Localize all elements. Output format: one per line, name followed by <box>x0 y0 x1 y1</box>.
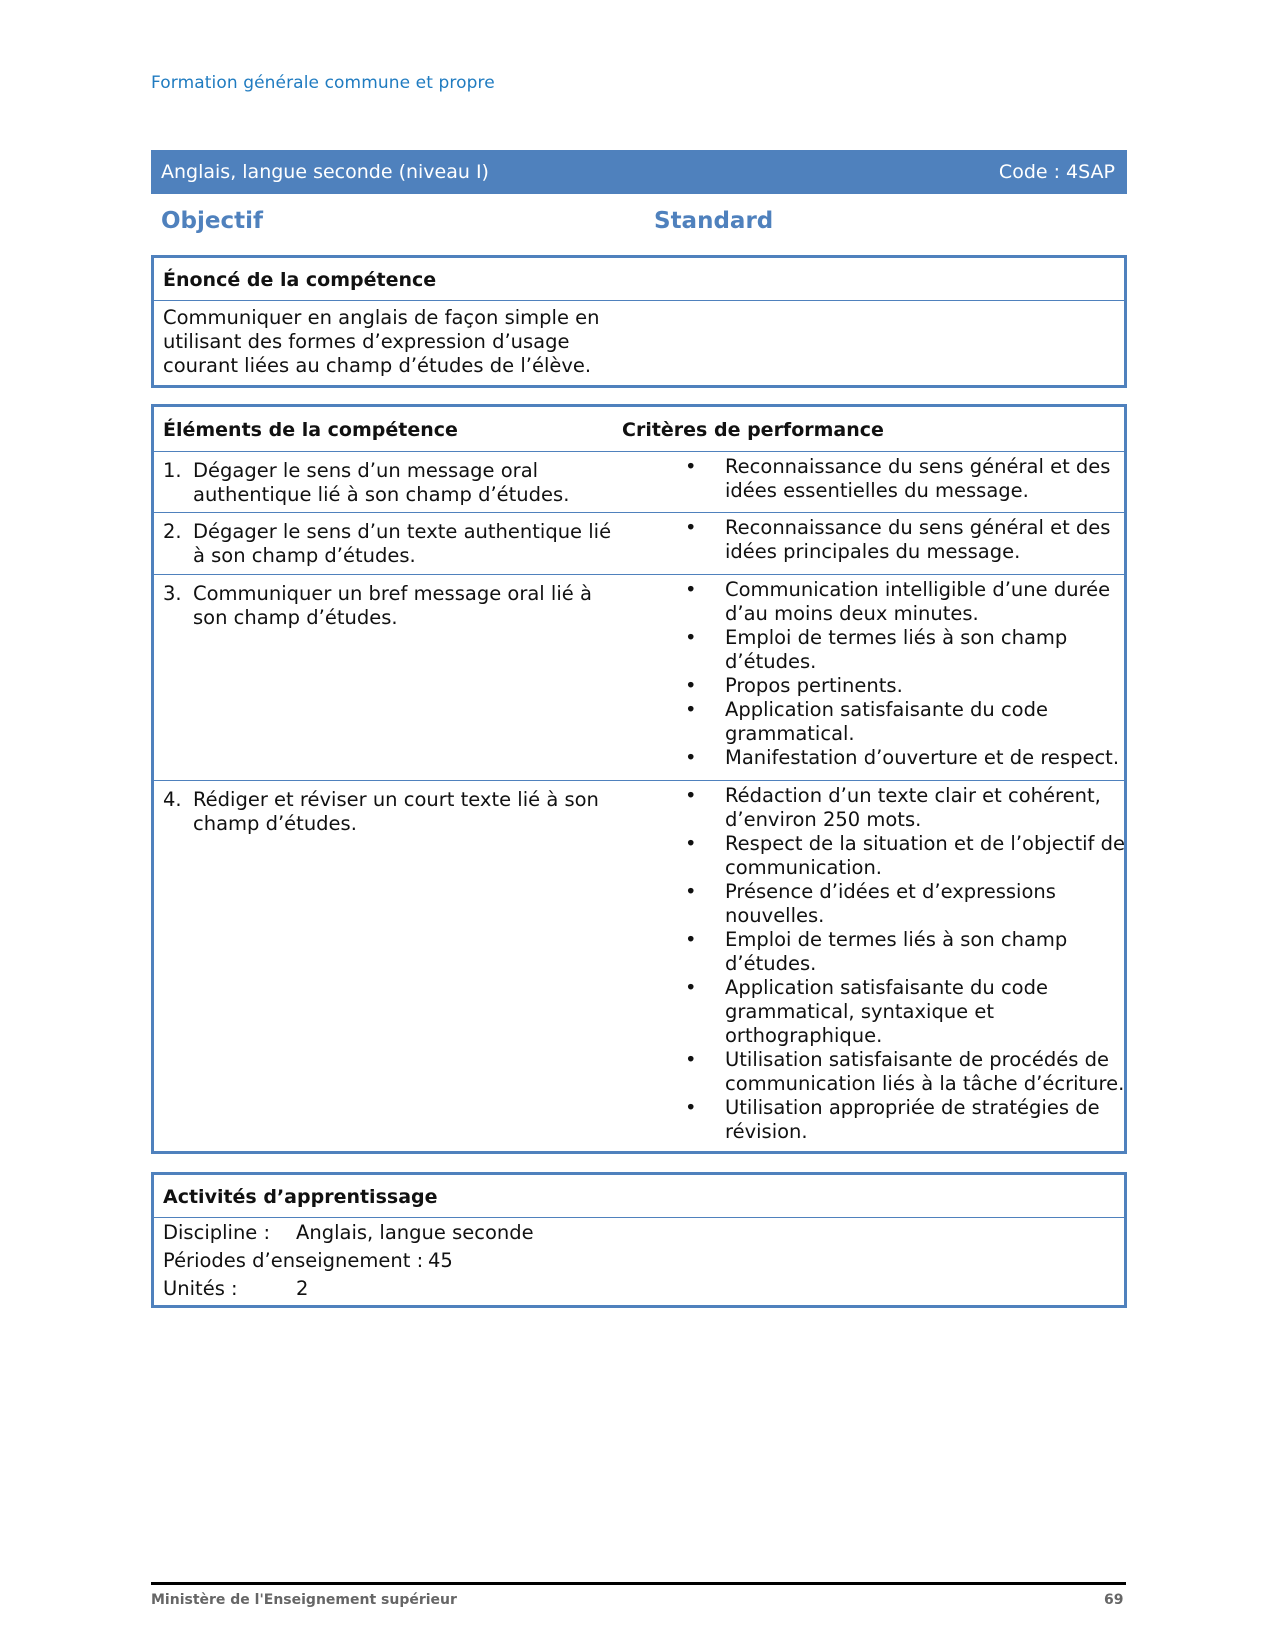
criterion-item: • Communication intelligible d’une durée d’au moins deux minutes. <box>685 578 1111 625</box>
criterion-item: • Présence d’idées et d’expressions nouvelles. <box>685 880 1056 927</box>
elements-criteres-table <box>151 404 1127 1154</box>
element-text: Dégager le sens d’un message oral authentique lié à son champ d’études. <box>193 459 570 506</box>
bullet-icon: • <box>685 516 697 539</box>
footer-publisher: Ministère de l'Enseignement supérieur <box>151 1592 457 1608</box>
criterion-item: • Utilisation appropriée de stratégies de révision. <box>685 1096 1100 1143</box>
criterion-item: • Emploi de termes liés à son champ d’études. <box>685 626 1068 673</box>
bullet-icon: • <box>685 784 697 807</box>
element-text: Dégager le sens d’un texte authentique lié à son champ d’études. <box>193 520 612 567</box>
bullet-icon: • <box>685 880 697 903</box>
criterion-item: • Propos pertinents. <box>685 674 903 697</box>
criterion-item: • Manifestation d’ouverture et de respect. <box>685 746 1120 769</box>
criterion-item: • Application satisfaisante du code grammatical. <box>685 698 1048 745</box>
bullet-icon: • <box>685 976 697 999</box>
bullet-icon: • <box>685 626 697 649</box>
standard-heading: Standard <box>654 208 774 234</box>
activites-box <box>151 1172 1127 1308</box>
criterion-item: • Application satisfaisante du code grammatical, syntaxique et orthographique. <box>685 976 1048 1047</box>
table-header <box>154 407 1124 452</box>
enonce-box <box>151 255 1127 388</box>
element-number: 3. <box>163 582 182 605</box>
table-row <box>154 452 1124 513</box>
enonce-header: Énoncé de la compétence <box>154 258 1124 301</box>
bullet-icon: • <box>685 455 697 478</box>
section-headings <box>161 208 1121 238</box>
criterion-item: • Rédaction d’un texte clair et cohérent, d’environ 250 mots. <box>685 784 1101 831</box>
criterion-item: • Reconnaissance du sens général et des idées essentielles du message. <box>685 455 1111 502</box>
bullet-icon: • <box>685 578 697 601</box>
periodes-label: Périodes d’enseignement : <box>163 1249 424 1272</box>
bullet-icon: • <box>685 698 697 721</box>
bullet-icon: • <box>685 746 697 769</box>
unites-value: 2 <box>296 1277 309 1300</box>
discipline-label: Discipline : <box>163 1221 271 1244</box>
course-title: Anglais, langue seconde (niveau I) <box>161 161 489 183</box>
element-text: Communiquer un bref message oral lié à son champ d’études. <box>193 582 592 629</box>
objectif-heading: Objectif <box>161 208 264 234</box>
bullet-icon: • <box>685 1096 697 1119</box>
course-title-bar <box>151 150 1127 194</box>
activites-header: Activités d’apprentissage <box>154 1175 1124 1218</box>
element-number: 1. <box>163 459 182 482</box>
criterion-item: • Emploi de termes liés à son champ d’études. <box>685 928 1068 975</box>
table-row <box>154 513 1124 575</box>
bullet-icon: • <box>685 832 697 855</box>
discipline-value: Anglais, langue seconde <box>296 1221 534 1244</box>
bullet-icon: • <box>685 674 697 697</box>
col-header-elements: Éléments de la compétence <box>163 419 458 441</box>
criterion-item: • Reconnaissance du sens général et des idées principales du message. <box>685 516 1111 563</box>
unites-label: Unités : <box>163 1277 238 1300</box>
page-number: 69 <box>1104 1592 1124 1608</box>
course-code: Code : 4SAP <box>998 161 1115 183</box>
bullet-icon: • <box>685 928 697 951</box>
periodes-line <box>154 1247 1124 1275</box>
footer-rule <box>151 1582 1126 1585</box>
element-number: 4. <box>163 788 182 811</box>
periodes-value: 45 <box>428 1249 453 1272</box>
col-header-criteres: Critères de performance <box>622 419 884 441</box>
table-row <box>154 781 1124 1151</box>
element-text: Rédiger et réviser un court texte lié à son champ d’études. <box>193 788 599 835</box>
element-number: 2. <box>163 520 182 543</box>
criterion-item: • Utilisation satisfaisante de procédés de communication liés à la tâche d’écriture. <box>685 1048 1125 1095</box>
criterion-item: • Respect de la situation et de l’objectif de communication. <box>685 832 1125 879</box>
enonce-text: Communiquer en anglais de façon simple en utilisant des formes d’expression d’usage courant liées au champ d’études de l’élève. <box>163 306 600 377</box>
discipline-line <box>154 1219 1124 1247</box>
running-head: Formation générale commune et propre <box>151 73 495 93</box>
unites-line <box>154 1275 1124 1303</box>
bullet-icon: • <box>685 1048 697 1071</box>
table-row <box>154 575 1124 781</box>
